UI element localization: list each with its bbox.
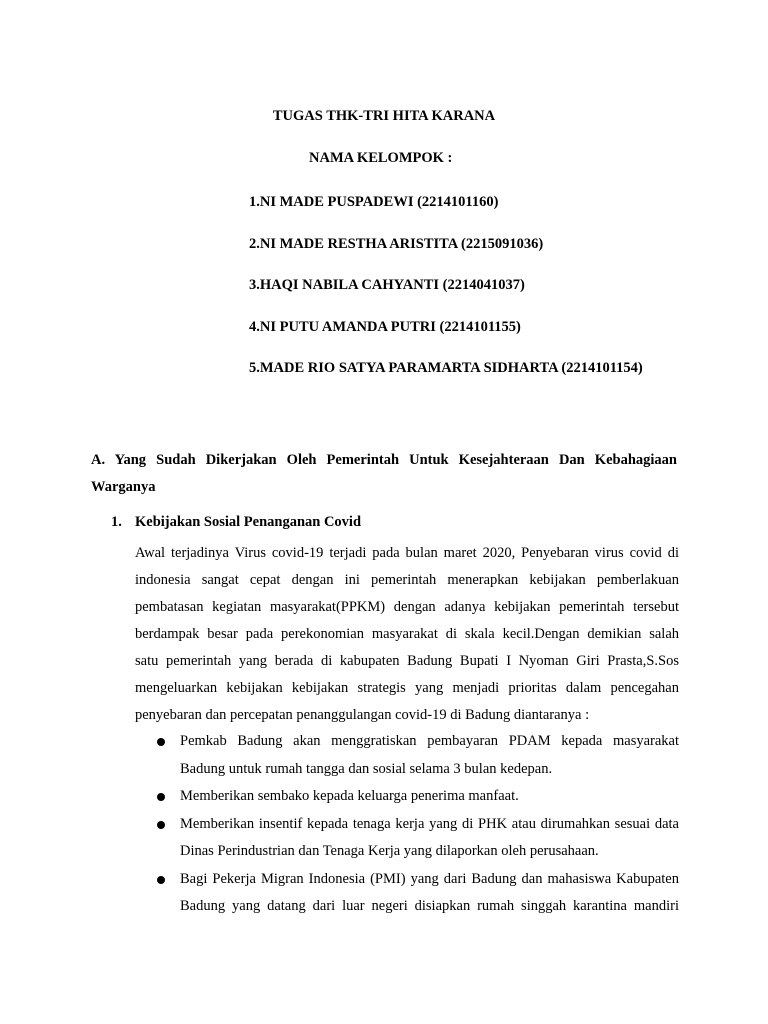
paragraph-line: indonesia sangat cepat dengan ini pemerintah menerapkan kebijakan pemberlakuan bbox=[135, 572, 679, 588]
bullet-line: Memberikan insentif kepada tenaga kerja yang di PHK atau dirumahkan sesuai data bbox=[180, 815, 679, 832]
bullet-line: Memberikan sembako kepada keluarga penerima manfaat. bbox=[180, 788, 519, 804]
member-item: 3.HAQI NABILA CAHYANTI (2214041037) bbox=[249, 277, 525, 293]
group-label: NAMA KELOMPOK : bbox=[309, 150, 453, 166]
paragraph-line: penyebaran dan percepatan penanggulangan covid-19 di Badung diantaranya : bbox=[135, 707, 590, 723]
bullet-line: Bagi Pekerja Migran Indonesia (PMI) yang dari Badung dan mahasiswa Kabupaten bbox=[180, 870, 679, 887]
bullet-icon bbox=[157, 821, 165, 829]
bullet-line: Pemkab Badung akan menggratiskan pembayaran PDAM kepada masyarakat bbox=[180, 733, 679, 749]
bullet-line: Badung yang datang dari luar negeri disiapkan rumah singgah karantina mandiri bbox=[180, 898, 679, 914]
bullet-item bbox=[135, 811, 679, 866]
paragraph-line: mengeluarkan kebijakan kebijakan strategis yang menjadi prioritas dalam pencegahan bbox=[135, 680, 679, 696]
bullet-icon bbox=[157, 738, 165, 746]
paragraph-line: Awal terjadinya Virus covid-19 terjadi pada bulan maret 2020, Penyebaran virus covid di bbox=[135, 545, 679, 561]
member-item: 1.NI MADE PUSPADEWI (2214101160) bbox=[249, 194, 499, 210]
bullet-line: Dinas Perindustrian dan Tenaga Kerja yang dilaporkan oleh perusahaan. bbox=[180, 843, 599, 859]
member-list bbox=[249, 192, 643, 400]
member-item: 2.NI MADE RESTHA ARISTITA (2215091036) bbox=[249, 235, 544, 252]
section-heading-line: Warganya bbox=[91, 479, 156, 495]
paragraph-line: berdampak besar pada perekonomian masyarakat di skala kecil.Dengan demikian salah bbox=[135, 626, 679, 642]
body-paragraph bbox=[135, 540, 679, 729]
bullet-item bbox=[135, 866, 679, 921]
paragraph-line: satu pemerintah yang berada di kabupaten Badung Bupati I Nyoman Giri Prasta,S.Sos bbox=[135, 653, 679, 669]
bullet-icon bbox=[157, 876, 165, 884]
item-title: Kebijakan Sosial Penanganan Covid bbox=[135, 514, 362, 530]
member-item: 5.MADE RIO SATYA PARAMARTA SIDHARTA (2214101154) bbox=[249, 360, 643, 376]
member-item: 4.NI PUTU AMANDA PUTRI (2214101155) bbox=[249, 318, 521, 335]
section-heading-line: A. Yang Sudah Dikerjakan Oleh Pemerintah Untuk Kesejahteraan Dan Kebahagiaan bbox=[91, 452, 677, 468]
item-number: 1. bbox=[111, 514, 122, 530]
document-title: TUGAS THK-TRI HITA KARANA bbox=[272, 108, 496, 124]
bullet-item bbox=[135, 783, 679, 811]
bullet-icon bbox=[157, 793, 165, 801]
bullet-list bbox=[135, 728, 679, 921]
bullet-item bbox=[135, 728, 679, 783]
section-heading bbox=[91, 447, 677, 501]
paragraph-line: pembatasan kegiatan masyarakat(PPKM) dengan adanya kebijakan pemerintah tersebut bbox=[135, 599, 679, 615]
bullet-line: Badung untuk rumah tangga dan sosial selama 3 bulan kedepan. bbox=[180, 760, 553, 777]
